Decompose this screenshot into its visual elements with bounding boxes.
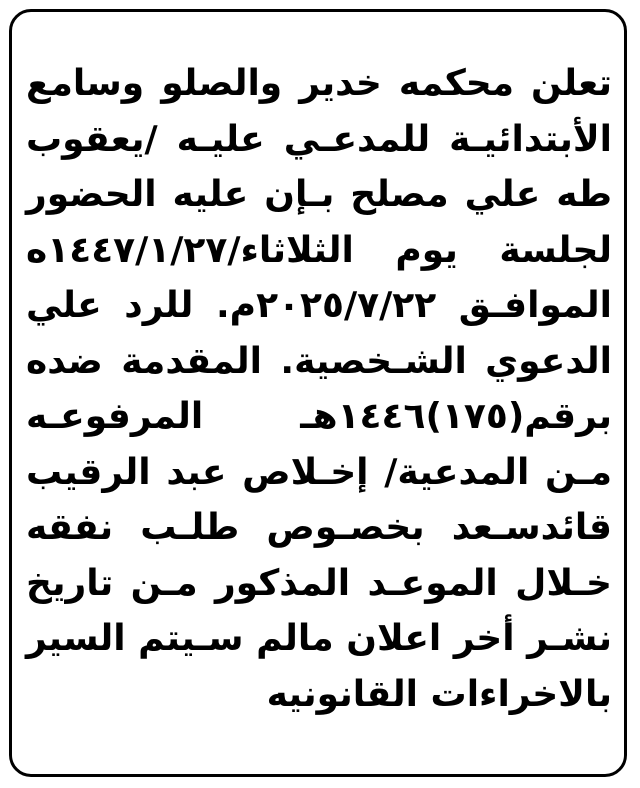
notice-line-8: مـن المدعية/ إخـلاص عبد الرقيب [26,451,612,493]
notice-line-12: بالاخراءات القانونيه [266,673,612,715]
notice-line-10: خـلال الموعـد المذكور مـن تاريخ [26,562,612,604]
notice-line-4: لجلسة يوم الثلاثاء/١٤٤٧/١/٢٧ه [26,229,612,271]
notice-line-11: نشـر أخر اعلان مالم سـيتم السير [26,618,612,659]
notice-line-7: برقم(١٧٥)١٤٤٦هـ المرفوعـه [26,396,612,437]
notice-line-6: الدعوي الشـخصية. المقدمة ضده [26,340,612,382]
court-notice-text [26,56,612,722]
notice-line-3: طه علي مصلح بـإن عليه الحضور [26,174,612,215]
notice-line-2: الأبتدائيـة للمدعـي عليـه /يعقوب [26,118,612,160]
notice-line-1: تعلن محكمه خدير والصلو وسامع [26,63,612,104]
notice-line-9: قائدسـعد بخصـوص طلـب نفقه [26,507,612,548]
notice-line-5: الموافـق ٢٠٢٥/٧/٢٢م. للرد علي [26,285,613,326]
